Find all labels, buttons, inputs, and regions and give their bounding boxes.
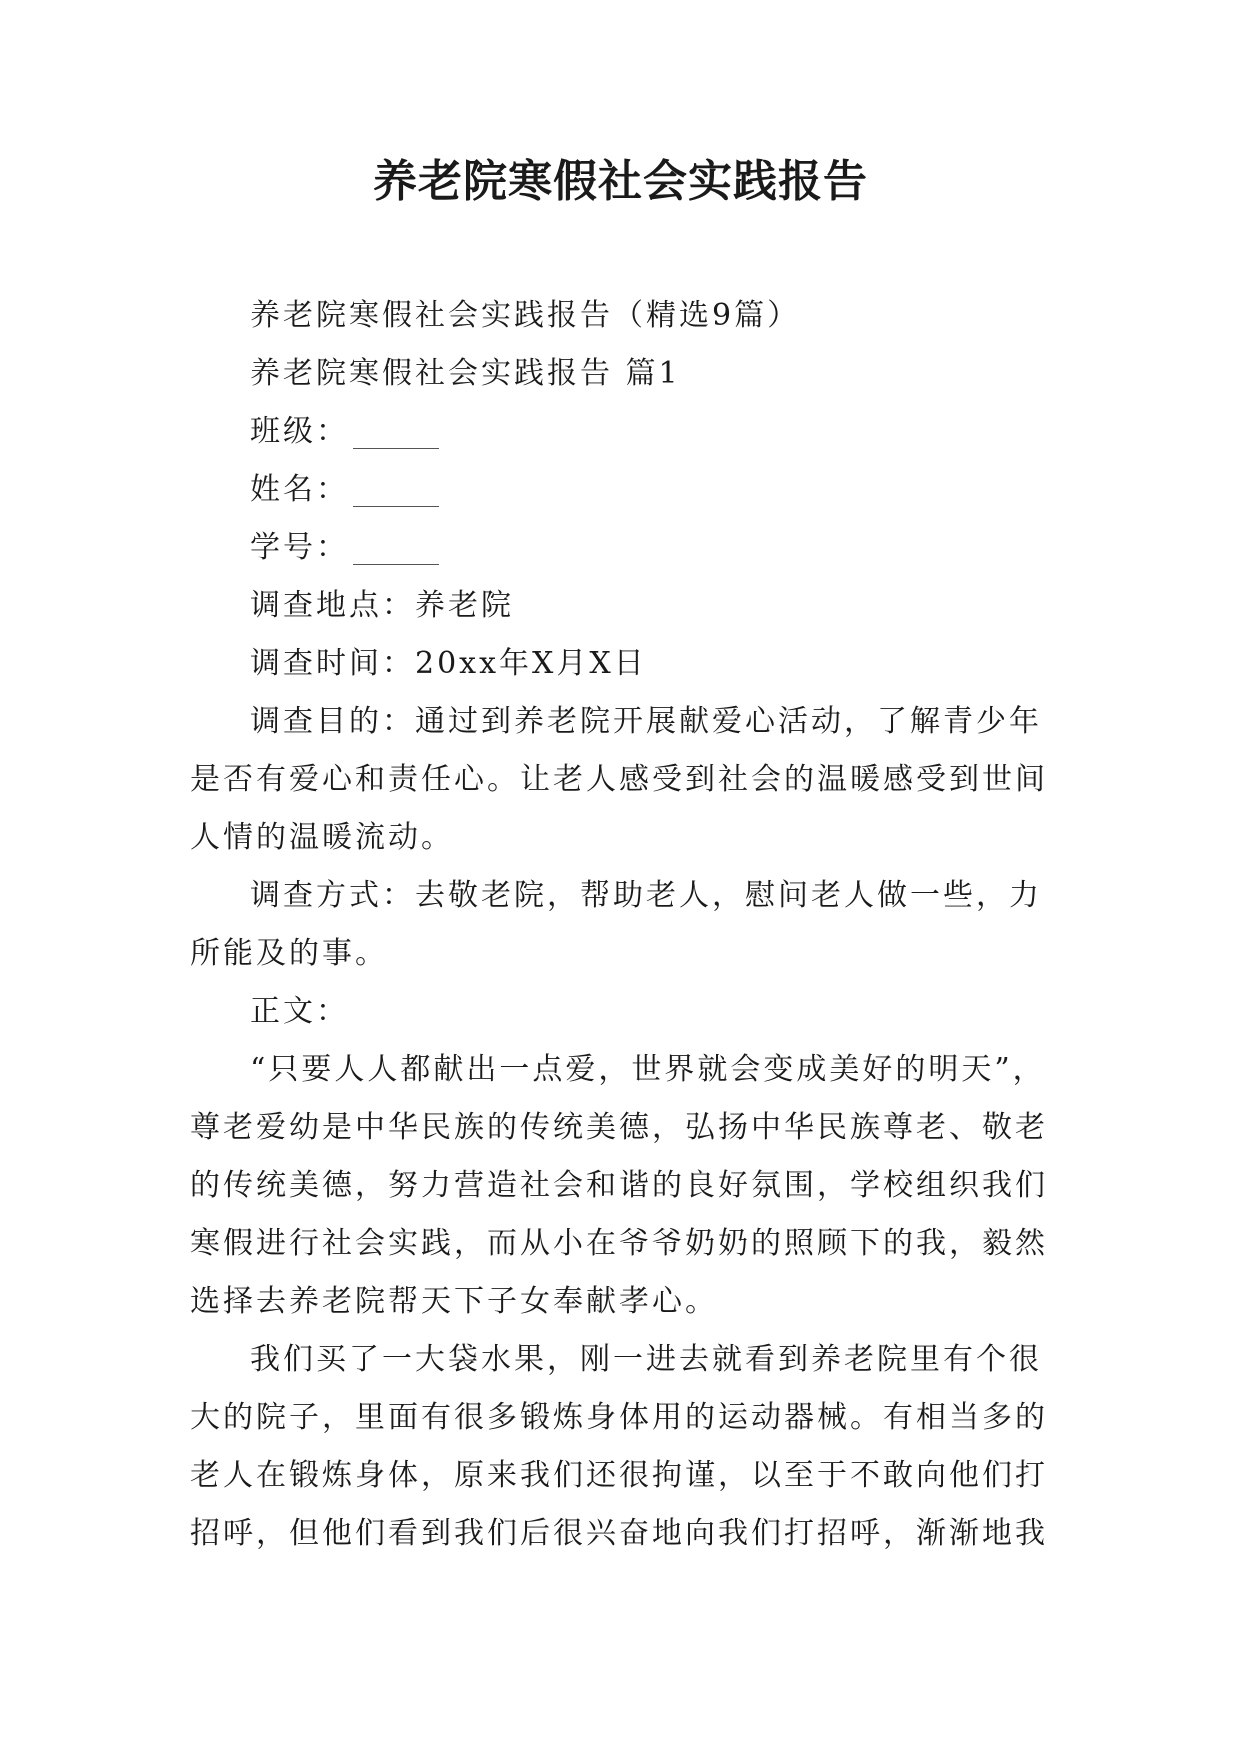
class-blank [353, 418, 439, 449]
survey-place: 调查地点：养老院 [250, 588, 514, 623]
student-id-line [190, 519, 1055, 577]
report-heading: 养老院寒假社会实践报告（精选9篇） [250, 298, 801, 333]
document-title: 养老院寒假社会实践报告 [373, 156, 868, 207]
name-line [190, 461, 1055, 519]
paragraph-1: “只要人人都献出一点爱，世界就会变成美好的明天”，尊老爱幼是中华民族的传统美德，弘扬中华民族尊老、敬老的传统美德，努力营造社会和谐的良好氛围，学校组织我们寒假进行社会实践，而从小在爷爷奶奶的照顾下的我，毅然选择去养老院帮天下子女奉献孝心。 [190, 1052, 1048, 1319]
survey-method: 调查方式：去敬老院，帮助老人，慰问老人做一些，力所能及的事。 [190, 878, 1042, 971]
class-label: 班级： [250, 414, 349, 449]
report-part-heading: 养老院寒假社会实践报告 篇1 [250, 356, 681, 391]
student-id-blank [353, 534, 439, 565]
survey-time: 调查时间：20xx年X月X日 [250, 646, 647, 681]
name-label: 姓名： [250, 472, 349, 507]
document-body [190, 287, 1055, 1563]
name-blank [353, 476, 439, 507]
main-text-label: 正文： [250, 994, 349, 1029]
paragraph-2: 我们买了一大袋水果，刚一进去就看到养老院里有个很大的院子，里面有很多锻炼身体用的运动器械。有相当多的老人在锻炼身体，原来我们还很拘谨，以至于不敢向他们打招呼，但他们看到我们后很兴奋地向我们打招呼，渐渐地我 [190, 1342, 1048, 1551]
class-line [190, 403, 1055, 461]
survey-purpose: 调查目的：通过到养老院开展献爱心活动，了解青少年是否有爱心和责任心。让老人感受到社会的温暖感受到世间人情的温暖流动。 [190, 704, 1048, 855]
student-id-label: 学号： [250, 530, 349, 565]
